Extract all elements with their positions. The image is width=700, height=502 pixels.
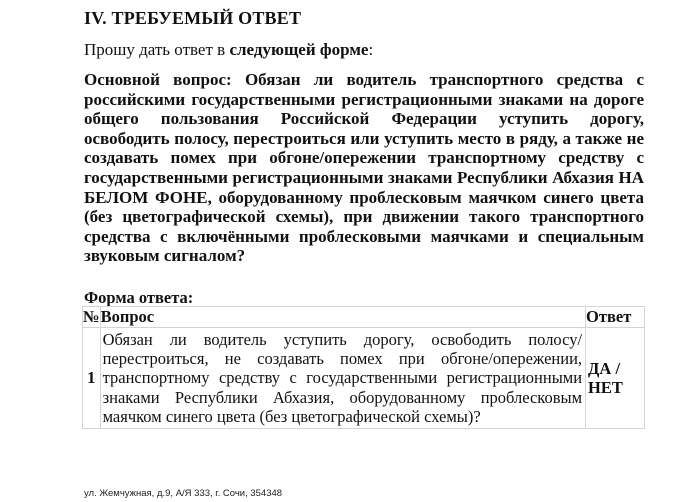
intro-line bbox=[84, 40, 373, 60]
row-answer bbox=[586, 328, 645, 429]
question-lead: Основной вопрос: Обязан ли водитель транспортного средства с российскими государственными регистрационными знаками на дороге общего пользования Российской Федерации уступить дорогу, освободить полосу, перестроиться или уступить место в ряду, а также не создавать помех при обгоне/опережении транспортному средству с государственными регистрационными знаками Республики Абхазия bbox=[84, 70, 644, 187]
table-header-row bbox=[83, 307, 645, 328]
intro-suffix: : bbox=[368, 40, 374, 59]
header-num: № bbox=[83, 307, 100, 326]
header-question: Вопрос bbox=[100, 307, 585, 328]
answer-yes: ДА / bbox=[588, 359, 621, 378]
answer-no: НЕТ bbox=[588, 378, 623, 397]
answer-form-title: Форма ответа: bbox=[84, 288, 194, 307]
question-tail: , оборудованному проблесковым маячком синего цвета (без цветографической схемы), при движении такого транспортного средства с включёнными проблесковыми маячками и специальным звуковым сигналом? bbox=[84, 187, 644, 266]
intro-bold: следующей форме bbox=[229, 40, 369, 59]
table-row bbox=[83, 328, 645, 429]
header-answer: Ответ bbox=[586, 307, 645, 328]
footer-address: ул. Жемчужная, д.9, А/Я 333, г. Сочи, 354348 bbox=[84, 488, 283, 499]
answer-table bbox=[82, 306, 645, 429]
row-number: 1 bbox=[83, 328, 101, 429]
section-heading: IV. ТРЕБУЕМЫЙ ОТВЕТ bbox=[84, 8, 302, 28]
intro-text: Прошу дать ответ в bbox=[84, 40, 230, 59]
row-question: Обязан ли водитель уступить дорогу, освободить полосу/перестроиться, не создавать помех при обгоне/опережении, транспортному средству с государственными регистрационными знаками Республики Абхазия, оборудованному проблесковым маячком синего цвета (без цветографической схемы)? bbox=[100, 328, 585, 429]
question-emphasis: НА БЕЛОМ ФОНЕ bbox=[84, 167, 644, 207]
main-question bbox=[84, 70, 644, 266]
